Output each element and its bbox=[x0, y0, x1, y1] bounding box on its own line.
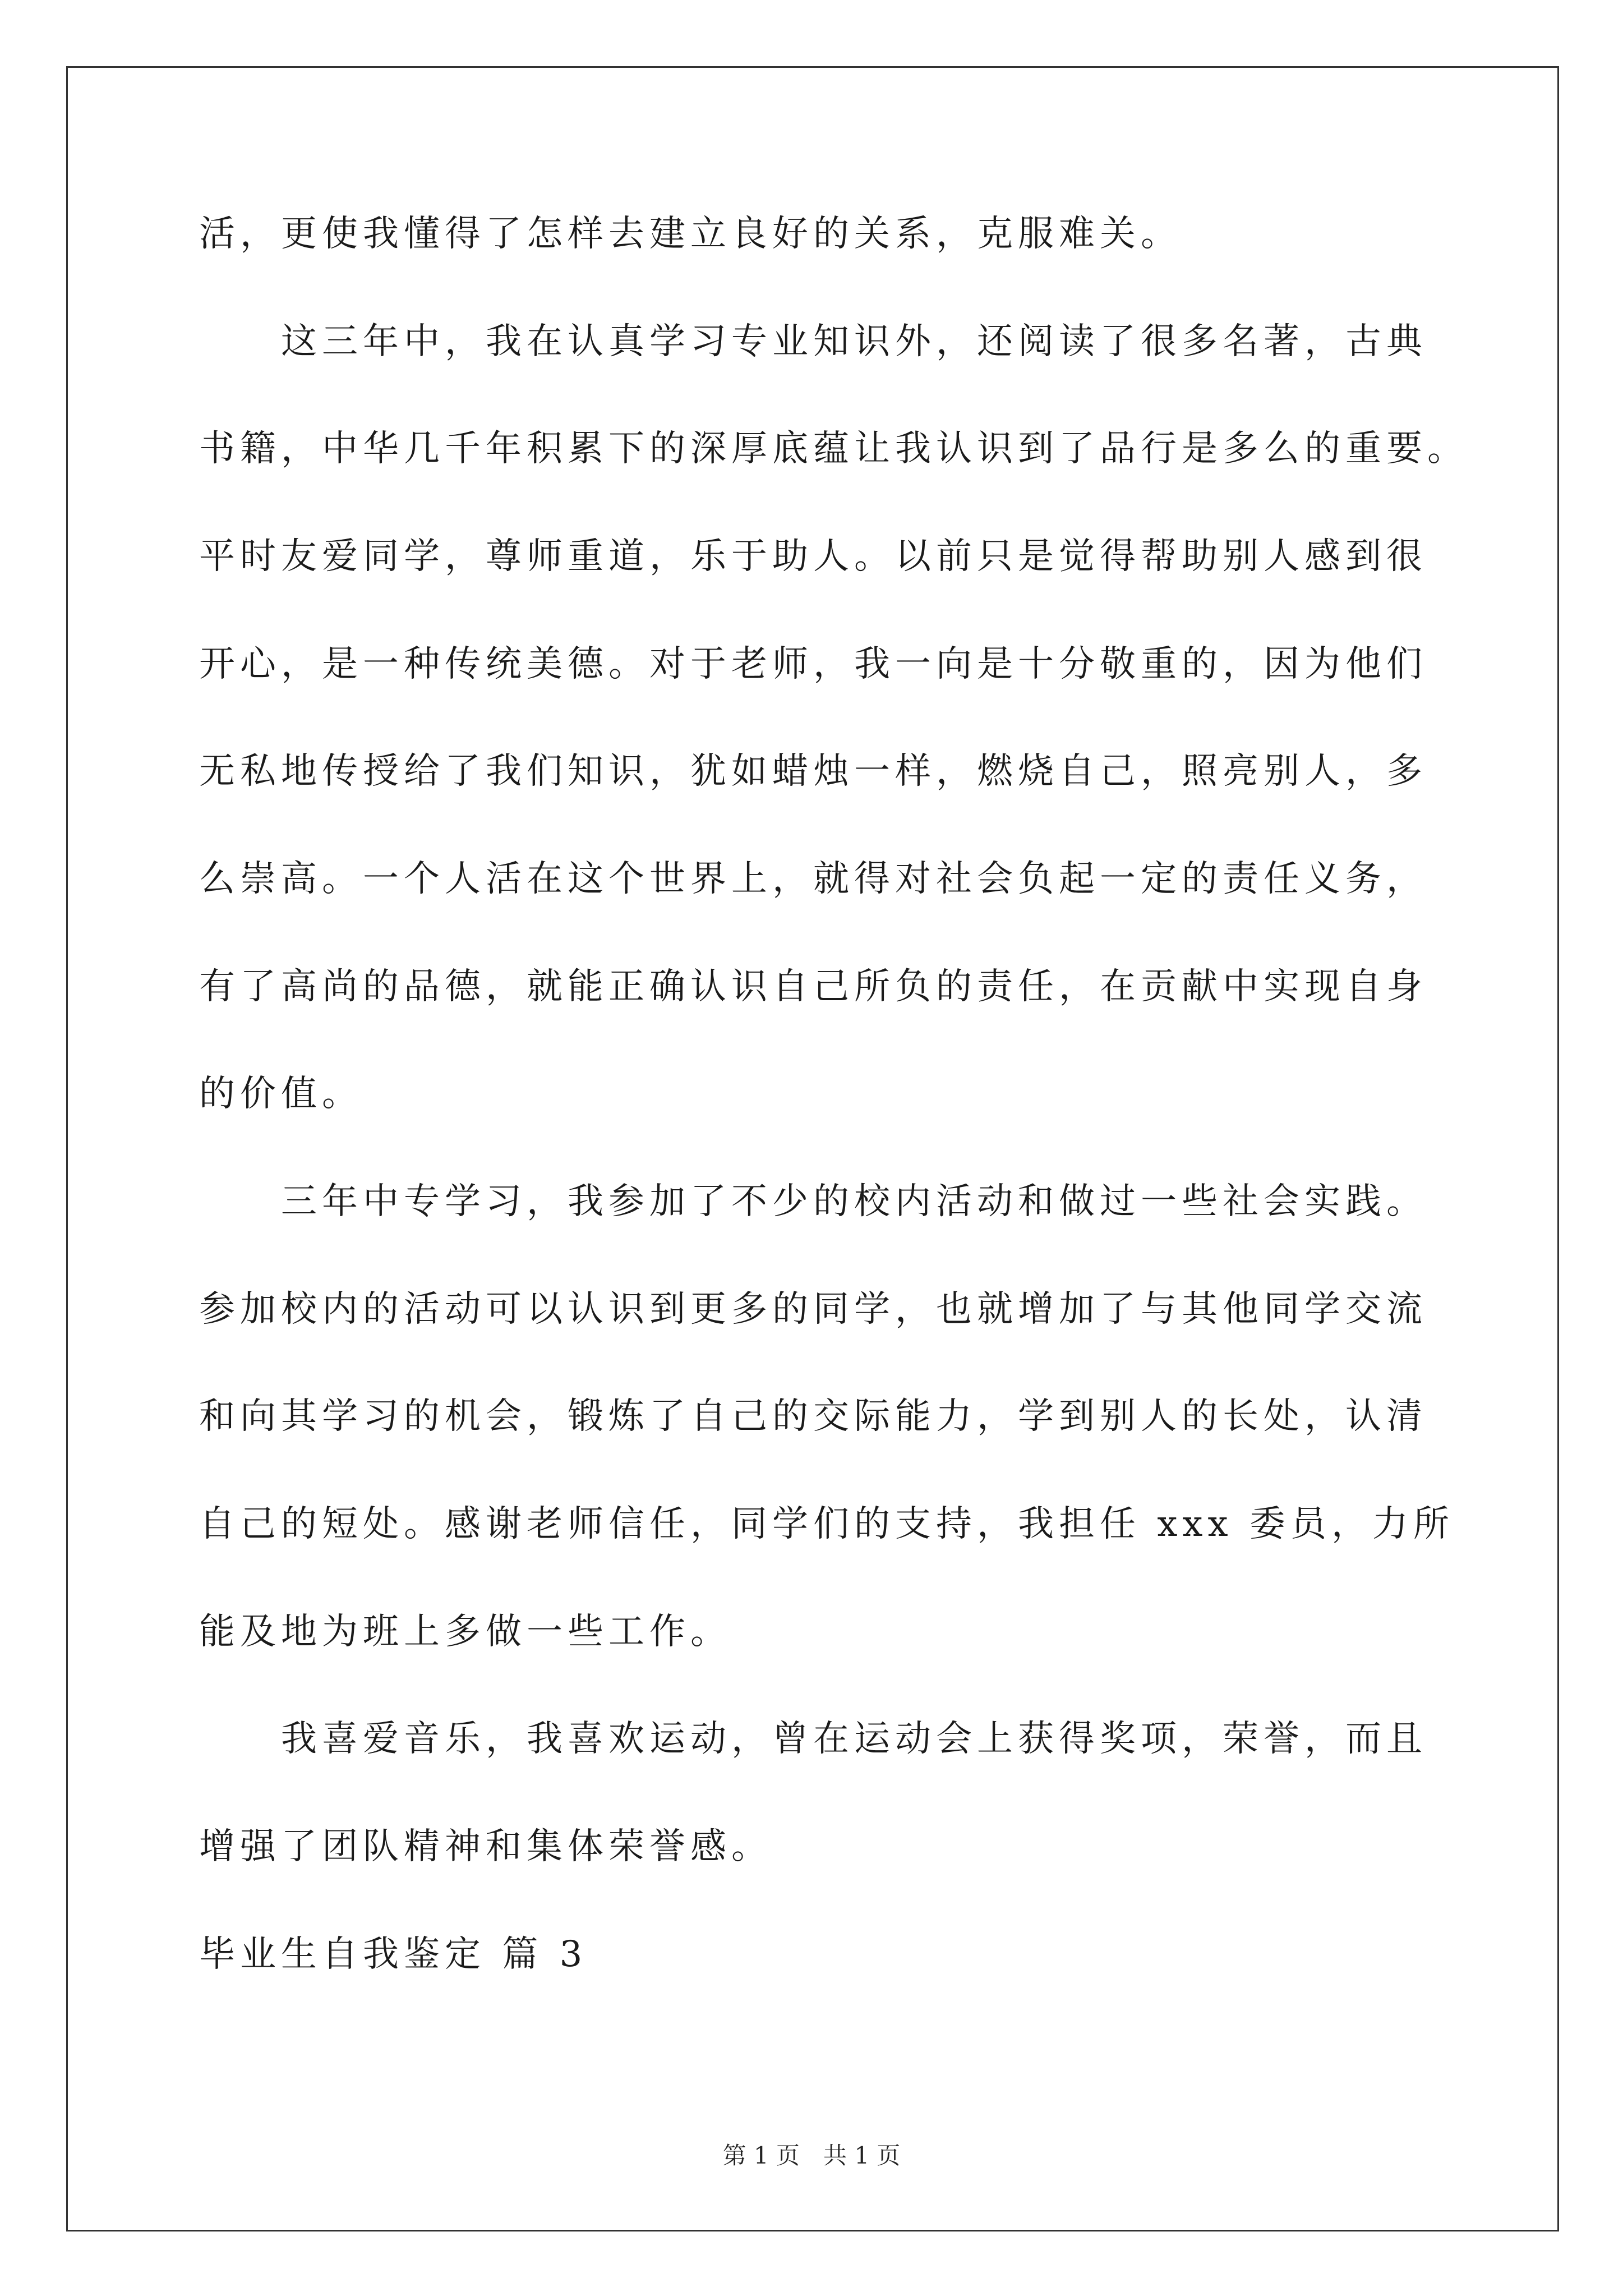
text-line: 增强了团队精神和集体荣誉感。 bbox=[199, 1826, 772, 1867]
text-line: 无私地传授给了我们知识，犹如蜡烛一样，燃烧自己，照亮别人，多 bbox=[199, 751, 1427, 792]
text-line: 有了高尚的品德，就能正确认识自己所负的责任，在贡献中实现自身 bbox=[199, 966, 1427, 1007]
text-line: 能及地为班上多做一些工作。 bbox=[199, 1611, 731, 1653]
section-heading: 毕业生自我鉴定 篇 3 bbox=[199, 1934, 588, 1975]
text-line: 书籍，中华几千年积累下的深厚底蕴让我认识到了品行是多么的重要。 bbox=[199, 428, 1468, 470]
text-line: 么崇高。一个人活在这个世界上，就得对社会负起一定的责任义务， bbox=[199, 858, 1427, 900]
text-line: 自己的短处。感谢老师信任，同学们的支持，我担任 xxx 委员，力所 bbox=[199, 1503, 1454, 1545]
text-line: 我喜爱音乐，我喜欢运动，曾在运动会上获得奖项，荣誉，而且 bbox=[199, 1718, 1427, 1760]
text-line: 开心，是一种传统美德。对于老师，我一向是十分敬重的，因为他们 bbox=[199, 643, 1427, 685]
text-line: 参加校内的活动可以认识到更多的同学，也就增加了与其他同学交流 bbox=[199, 1289, 1427, 1330]
page-border bbox=[66, 66, 1559, 2231]
text-line: 的价值。 bbox=[199, 1073, 363, 1115]
text-line: 平时友爱同学，尊师重道，乐于助人。以前只是觉得帮助别人感到很 bbox=[199, 536, 1427, 577]
text-line: 这三年中，我在认真学习专业知识外，还阅读了很多名著，古典 bbox=[199, 321, 1427, 362]
text-line: 三年中专学习，我参加了不少的校内活动和做过一些社会实践。 bbox=[199, 1181, 1427, 1222]
text-line: 和向其学习的机会，锻炼了自己的交际能力，学到别人的长处，认清 bbox=[199, 1396, 1427, 1437]
page-number-footer: 第 1 页 共 1 页 bbox=[722, 2142, 901, 2169]
text-line: 活，更使我懂得了怎样去建立良好的关系，克服难关。 bbox=[199, 213, 1182, 255]
